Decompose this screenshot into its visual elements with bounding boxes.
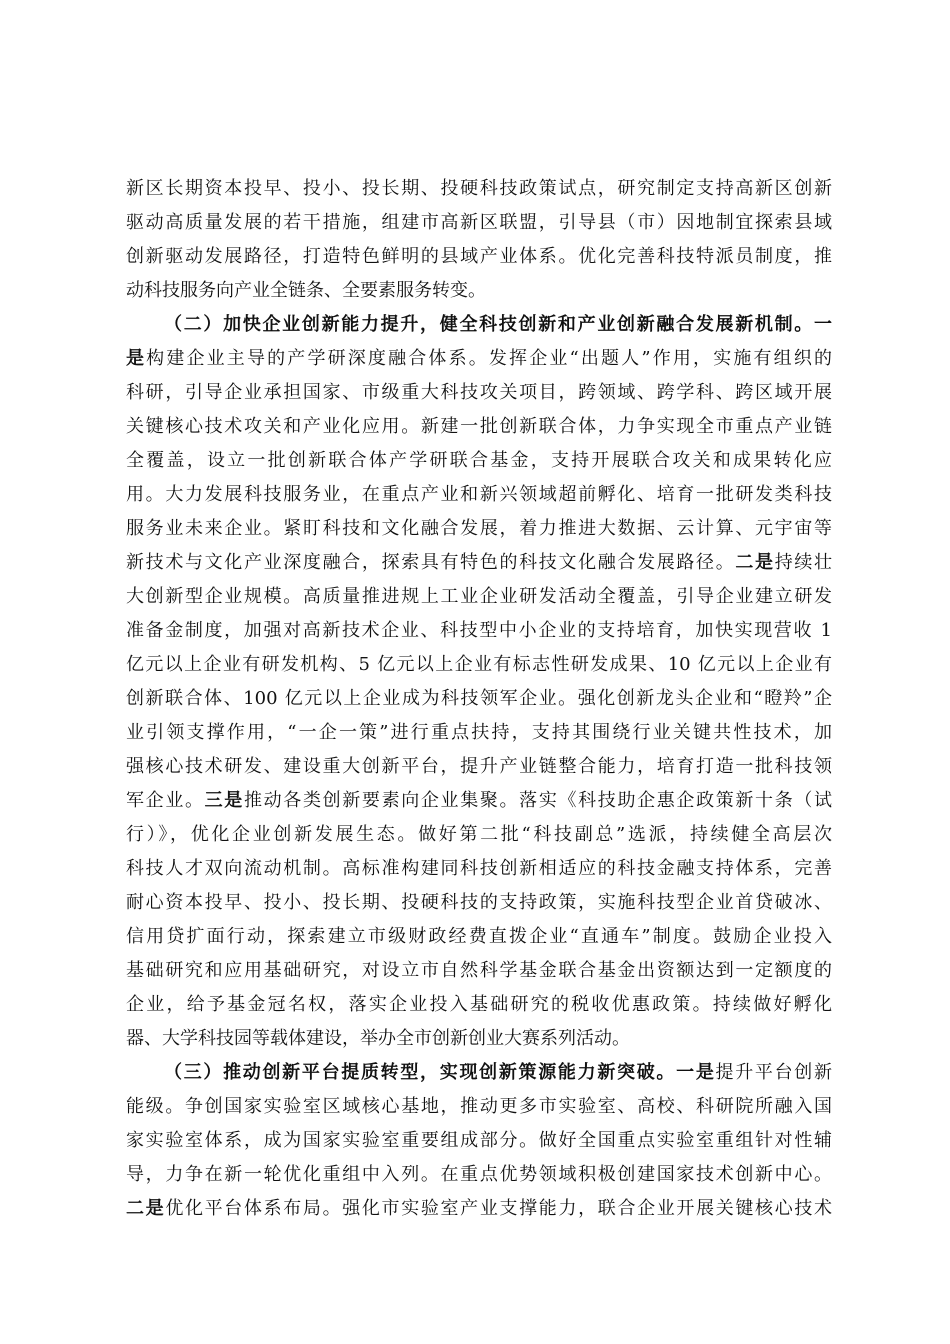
paragraph-text: 用。大力发展科技服务业，在重点产业和新兴领域超前孵化、培育一批研发类科技: [126, 484, 832, 505]
text-line: [126, 716, 832, 750]
text-line: [126, 988, 832, 1022]
paragraph-text: 构建企业主导的产学研深度融合体系。发挥企业“出题人”作用，实施有组织的: [146, 348, 832, 369]
paragraph-text: 基础研究和应用基础研究，对设立市自然科学基金联合基金出资额达到一定额度的: [126, 960, 832, 981]
paragraph-text: 军企业。: [126, 790, 205, 811]
paragraph-text: 创新联合体、100 亿元以上企业成为科技领军企业。强化创新龙头企业和“瞪羚”企: [126, 688, 832, 709]
text-line: [126, 954, 832, 988]
section-heading-2: （二）加快企业创新能力提升，健全科技创新和产业创新融合发展新机制。一: [164, 314, 832, 335]
text-line: [126, 818, 832, 852]
text-line: [126, 580, 832, 614]
document-body: [126, 172, 832, 1226]
text-line: [126, 1022, 832, 1056]
paragraph-text: 持续壮: [774, 552, 832, 573]
paragraph-text: 器、大学科技园等载体建设，举办全市创新创业大赛系列活动。: [126, 1028, 630, 1049]
item-marker: 二是: [735, 552, 775, 573]
item-marker: 三是: [204, 790, 244, 811]
paragraph-text: 信用贷扩面行动，探索建立市级财政经费直拨企业“直通车”制度。鼓励企业投入: [126, 926, 832, 947]
text-line: [126, 444, 832, 478]
paragraph-text: 准备金制度，加强对高新技术企业、科技型中小企业的支持培育，加快实现营收 1: [126, 620, 832, 641]
paragraph-text: 驱动高质量发展的若干措施，组建市高新区联盟，引导县（市）因地制宜探索县域: [126, 212, 832, 233]
text-line: [126, 546, 832, 580]
paragraph-text: 家实验室体系，成为国家实验室重要组成部分。做好全国重点实验室重组针对性辅: [126, 1130, 832, 1151]
paragraph-text: 行）》，优化企业创新发展生态。做好第二批“科技副总”选派，持续健全高层次: [126, 824, 832, 845]
paragraph-text: 创新驱动发展路径，打造特色鲜明的县域产业体系。优化完善科技特派员制度，推: [126, 246, 832, 267]
paragraph-text: 耐心资本投早、投小、投长期、投硬科技的支持政策，实施科技型企业首贷破冰、: [126, 892, 832, 913]
paragraph-text: 动科技服务向产业全链条、全要素服务转变。: [126, 280, 486, 301]
text-line: [126, 240, 832, 274]
text-line: [126, 1192, 832, 1226]
paragraph-text: 业引领支撑作用，“一企一策”进行重点扶持，支持其围绕行业关键共性技术，加: [126, 722, 832, 743]
text-line: [126, 920, 832, 954]
paragraph-text: 全覆盖，设立一批创新联合体产学研联合基金，支持开展联合攻关和成果转化应: [126, 450, 832, 471]
item-marker: 二是: [126, 1198, 166, 1219]
paragraph-text: 科技人才双向流动机制。高标准构建同科技创新相适应的科技金融支持体系，完善: [126, 858, 832, 879]
text-line: [126, 274, 832, 308]
text-line: [126, 784, 832, 818]
text-line: [126, 478, 832, 512]
text-line: [126, 682, 832, 716]
paragraph-text: 推动各类创新要素向企业集聚。落实《科技助企惠企政策新十条（试: [243, 790, 832, 811]
paragraph-text: 企业，给予基金冠名权，落实企业投入基础研究的税收优惠政策。持续做好孵化: [126, 994, 832, 1015]
text-line: [126, 648, 832, 682]
paragraph-text: 服务业未来企业。紧盯科技和文化融合发展，着力推进大数据、云计算、元宇宙等: [126, 518, 832, 539]
text-line: [126, 1158, 832, 1192]
paragraph-text: 导，力争在新一轮优化重组中入列。在重点优势领域积极创建国家技术创新中心。: [126, 1164, 832, 1185]
text-line: [126, 1124, 832, 1158]
paragraph-text: 亿元以上企业有研发机构、5 亿元以上企业有标志性研发成果、10 亿元以上企业有: [126, 654, 832, 675]
paragraph-text: 新技术与文化产业深度融合，探索具有特色的科技文化融合发展路径。: [126, 552, 736, 573]
text-line: [126, 172, 832, 206]
item-marker: 是: [126, 348, 147, 369]
paragraph-text: 关键核心技术攻关和产业化应用。新建一批创新联合体，力争实现全市重点产业链: [126, 416, 832, 437]
section-heading-line: [126, 308, 832, 342]
text-line: [126, 886, 832, 920]
text-line: [126, 376, 832, 410]
section-heading-3: （三）推动创新平台提质转型，实现创新策源能力新突破。一是: [164, 1062, 716, 1083]
text-line: [126, 206, 832, 240]
text-line: [126, 410, 832, 444]
text-line: [126, 1090, 832, 1124]
paragraph-text: 提升平台创新: [715, 1062, 832, 1083]
paragraph-text: 能级。争创国家实验室区域核心基地，推动更多市实验室、高校、科研院所融入国: [126, 1096, 832, 1117]
paragraph-text: 大创新型企业规模。高质量推进规上工业企业研发活动全覆盖，引导企业建立研发: [126, 586, 832, 607]
paragraph-text: 科研，引导企业承担国家、市级重大科技攻关项目，跨领域、跨学科、跨区域开展: [126, 382, 832, 403]
section-heading-line: [126, 1056, 832, 1090]
text-line: [126, 750, 832, 784]
paragraph-text: 优化平台体系布局。强化市实验室产业支撑能力，联合企业开展关键核心技术: [165, 1198, 832, 1219]
text-line: [126, 342, 832, 376]
text-line: [126, 852, 832, 886]
text-line: [126, 614, 832, 648]
paragraph-text: 新区长期资本投早、投小、投长期、投硬科技政策试点，研究制定支持高新区创新: [126, 178, 832, 199]
text-line: [126, 512, 832, 546]
paragraph-text: 强核心技术研发、建设重大创新平台，提升产业链整合能力，培育打造一批科技领: [126, 756, 832, 777]
